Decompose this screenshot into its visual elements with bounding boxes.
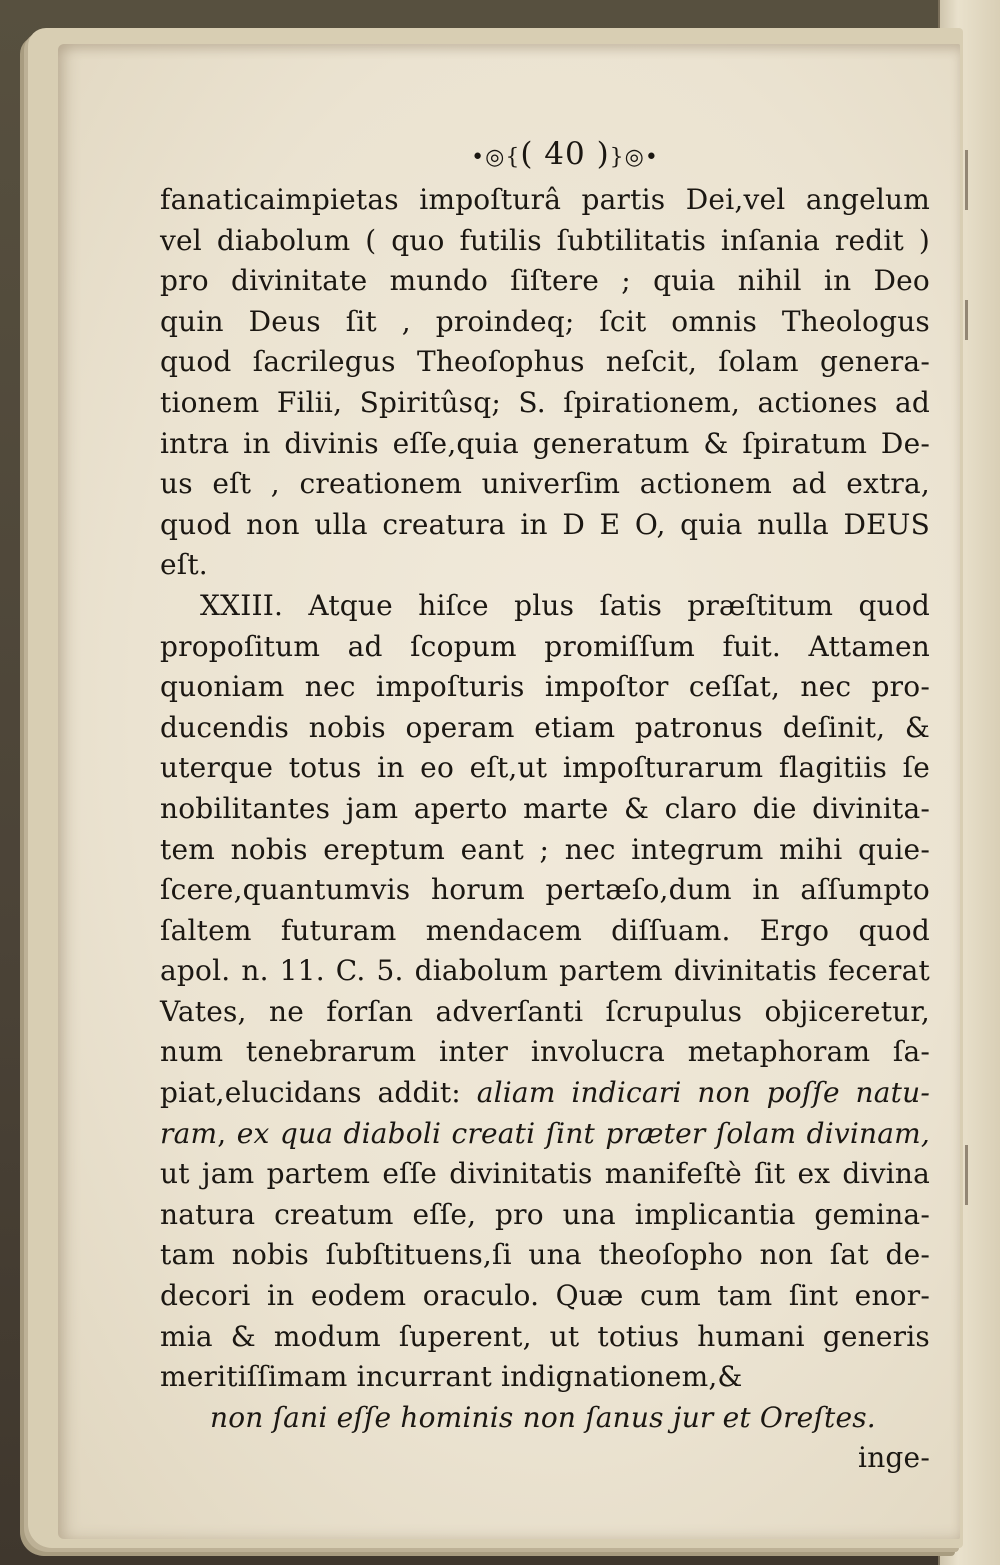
ornament-right-icon: }◎• (609, 145, 659, 170)
text-roman: piat,elucidans addit: (160, 1076, 477, 1110)
text-line: apol. n. 11. C. 5. diabolum partem divinitatis fecerat (160, 954, 930, 988)
text-line: tionem Filii, Spiritûsq; S. ſpirationem, actiones ad (160, 385, 930, 419)
page-header (200, 128, 930, 180)
text-line: tem nobis ereptum eant ; nec integrum mihi quie- (160, 832, 930, 866)
margin-mark (965, 1145, 968, 1205)
catchword: inge- (858, 1441, 930, 1475)
text-roman: , (217, 1116, 237, 1150)
text-line: vel diabolum ( quo futilis ſubtilitatis inſania redit ) (160, 223, 930, 257)
ornament-left-icon: •◎{ (471, 145, 521, 170)
text-italic: aliam indicari non poſſe natu- (476, 1076, 930, 1110)
verse-quote: non ſani eſſe hominis non ſanus jur et Oreſtes. (210, 1400, 876, 1434)
text-line: propoſitum ad ſcopum promiſſum fuit. Attamen (160, 629, 930, 663)
text-line (160, 1114, 930, 1155)
text-line: natura creatum eſſe, pro una implicantia gemina- (160, 1197, 930, 1231)
text-line: meritiſſimam incurrant indignationem,& (160, 1360, 743, 1394)
text-line: uterque totus in eo eſt,ut impoſturarum flagitiis ſe (160, 751, 930, 785)
text-line: tam nobis ſubſtituens,ſi una theoſopho non ſat de- (160, 1238, 930, 1272)
text-line: ducendis nobis operam etiam patronus deſinit, & (160, 710, 930, 744)
text-italic: ex qua diaboli creati ſint præter ſolam divinam, (236, 1116, 931, 1150)
text-line: us eſt , creationem univerſim actionem ad extra, (160, 467, 930, 501)
page-number: ( 40 ) (520, 136, 610, 172)
text-line: quod ſacrilegus Theoſophus neſcit, ſolam genera- (160, 345, 930, 379)
text-line: ut jam partem eſſe divinitatis manifeſtè ſit ex divina (160, 1157, 930, 1191)
margin-mark (965, 150, 968, 210)
text-line: num tenebrarum inter involucra metaphoram ſa- (160, 1035, 930, 1069)
text-line: quin Deus ſit , proindeq; ſcit omnis Theologus (160, 304, 930, 338)
text-line: intra in divinis eſſe,quia generatum & ſpiratum De- (160, 426, 930, 460)
section-heading-line: XXIII. Atque hiſce plus ſatis præſtitum quod (200, 588, 930, 622)
text-line: fanaticaimpietas impoſturâ partis Dei,vel angelum (160, 183, 930, 216)
text-line: Vates, ne forſan adverſanti ſcrupulus objiceretur, (160, 994, 930, 1028)
text-line (160, 1073, 930, 1114)
text-italic: ram (160, 1116, 218, 1150)
text-line: ſcere,quantumvis horum pertæſo,dum in aſſumpto (160, 873, 930, 907)
text-line: nobilitantes jam aperto marte & claro die divinita- (160, 791, 930, 825)
text-line: quod non ulla creatura in D E O, quia nulla DEUS (160, 507, 930, 541)
text-line: eſt. (160, 548, 208, 582)
text-line: ſaltem futuram mendacem diſſuam. Ergo quod (160, 913, 930, 947)
text-line: quoniam nec impoſturis impoſtor ceſſat, nec pro- (160, 670, 930, 704)
text-line: pro divinitate mundo ſiſtere ; quia nihil in Deo (160, 264, 930, 298)
page-text (160, 128, 930, 1479)
text-line: mia & modum ſuperent, ut totius humani generis (160, 1319, 930, 1353)
margin-mark (965, 300, 968, 340)
text-line: decori in eodem oraculo. Quæ cum tam ſint enor- (160, 1279, 930, 1313)
